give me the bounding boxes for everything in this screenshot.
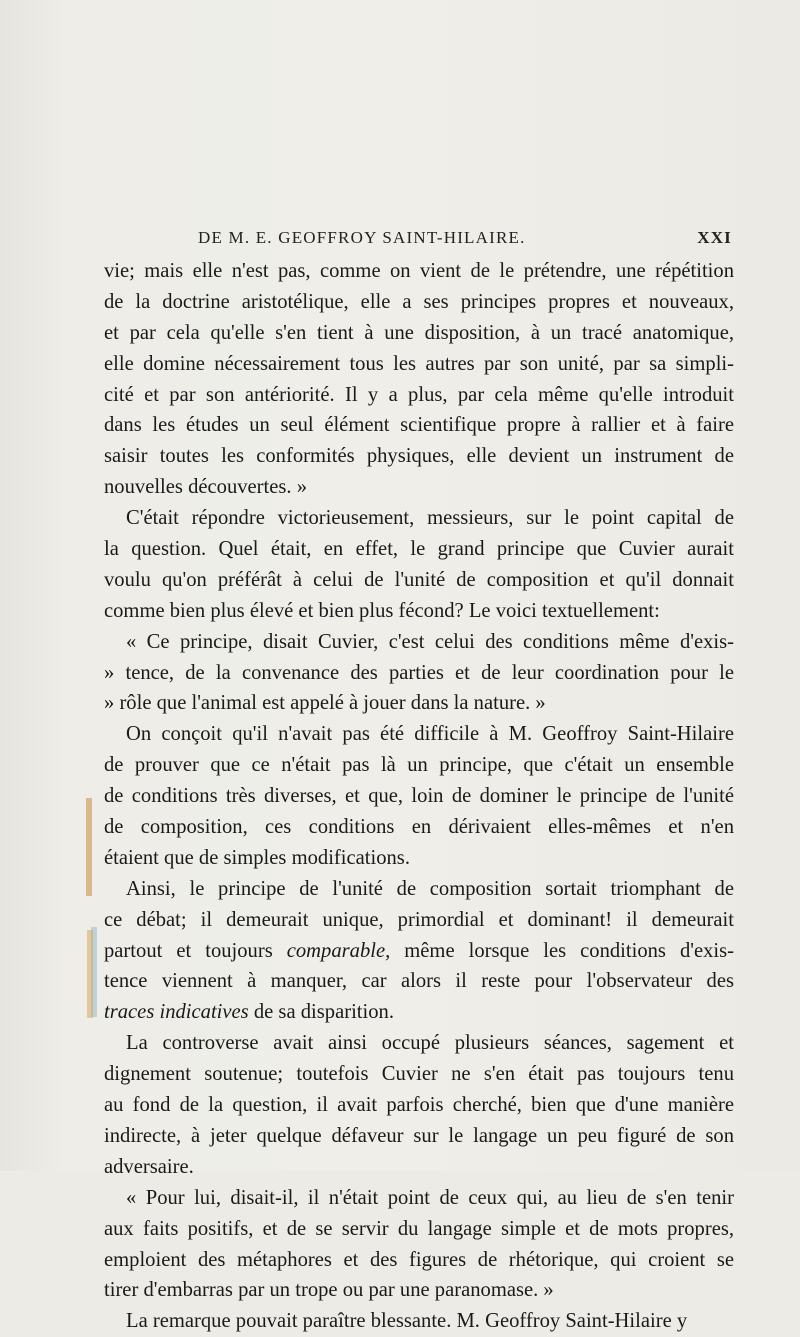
text-line: et par cela qu'elle s'en tient à une disposition, à un tracé anatomique,	[104, 321, 734, 344]
italic-term: comparable,	[286, 939, 391, 962]
text-line: La remarque pouvait paraître blessante. M. Geoffroy Saint-Hilaire y	[126, 1310, 688, 1333]
text-line: dignement soutenue; toutefois Cuvier ne s'en était pas toujours tenu	[104, 1063, 734, 1086]
quote-line: « Pour lui, disait-il, il n'était point de ceux qui, au lieu de s'en tenir	[126, 1186, 734, 1209]
running-title: DE M. E. GEOFFROY SAINT-HILAIRE.	[198, 228, 526, 247]
text-line: nouvelles découvertes. »	[104, 476, 308, 499]
page-number: XXI	[697, 228, 732, 247]
text-line: tence viennent à manquer, car alors il reste pour l'observateur des	[104, 970, 734, 993]
text-line: au fond de la question, il avait parfois cherché, bien que d'une manière	[104, 1094, 734, 1117]
page-header	[198, 228, 732, 252]
text-line: Ainsi, le principe de l'unité de composition sortait triomphant de	[126, 877, 734, 900]
text-line: On conçoit qu'il n'avait pas été difficile à M. Geoffroy Saint-Hilaire	[126, 723, 734, 746]
text-line	[104, 997, 734, 1028]
quote-line: aux faits positifs, et de se servir du langage simple et de mots propres,	[104, 1217, 734, 1240]
text-line: cité et par son antériorité. Il y a plus, par cela même qu'elle introduit	[104, 383, 734, 406]
quote-line: « Ce principe, disait Cuvier, c'est celui des conditions même d'exis-	[126, 630, 734, 653]
italic-term: traces indicatives	[104, 1001, 249, 1024]
margin-stain	[86, 798, 92, 896]
text-line: elle domine nécessairement tous les autres par son unité, par sa simpli-	[104, 352, 734, 375]
text-fragment: partout et toujours	[104, 939, 287, 962]
text-line: étaient que de simples modifications.	[104, 846, 410, 869]
text-line: comme bien plus élevé et bien plus fécond? Le voici textuellement:	[104, 599, 660, 622]
text-line: de prouver que ce n'était pas là un principe, que c'était un ensemble	[104, 754, 734, 777]
text-line: de composition, ces conditions en dérivaient elles-mêmes et n'en	[104, 816, 734, 839]
margin-stain	[87, 930, 93, 1018]
text-line: voulu qu'on préférât à celui de l'unité de composition et qu'il donnait	[104, 568, 734, 591]
quote-line: » tence, de la convenance des parties et de leur coordination pour le	[104, 661, 734, 684]
text-line: La controverse avait ainsi occupé plusieurs séances, sagement et	[126, 1032, 734, 1055]
text-line: de la doctrine aristotélique, elle a ses principes propres et nouveaux,	[104, 290, 734, 313]
text-fragment: de sa disparition.	[248, 1001, 394, 1024]
text-line: de conditions très diverses, et que, loin de dominer le principe de l'unité	[104, 785, 734, 808]
text-line	[104, 936, 734, 967]
text-line: ce débat; il demeurait unique, primordial et dominant! il demeurait	[104, 908, 734, 931]
text-line: indirecte, à jeter quelque défaveur sur le langage un peu figuré de son	[104, 1124, 734, 1147]
quote-line: emploient des métaphores et des figures de rhétorique, qui croient se	[104, 1248, 734, 1271]
text-line: adversaire.	[104, 1155, 194, 1178]
quote-line: tirer d'embarras par un trope ou par une paranomase. »	[104, 1279, 554, 1302]
text-line: C'était répondre victorieusement, messieurs, sur le point capital de	[126, 507, 734, 530]
text-line: vie; mais elle n'est pas, comme on vient de le prétendre, une répétition	[104, 260, 734, 282]
text-line: saisir toutes les conformités physiques, elle devient un instrument de	[104, 445, 734, 468]
text-fragment: même lorsque les conditions d'exis-	[390, 939, 734, 962]
text-line: dans les études un seul élément scientifique propre à rallier et à faire	[104, 414, 734, 437]
body-text	[104, 256, 734, 1337]
text-line: la question. Quel était, en effet, le grand principe que Cuvier aurait	[104, 538, 734, 561]
quote-line: » rôle que l'animal est appelé à jouer dans la nature. »	[104, 692, 546, 715]
